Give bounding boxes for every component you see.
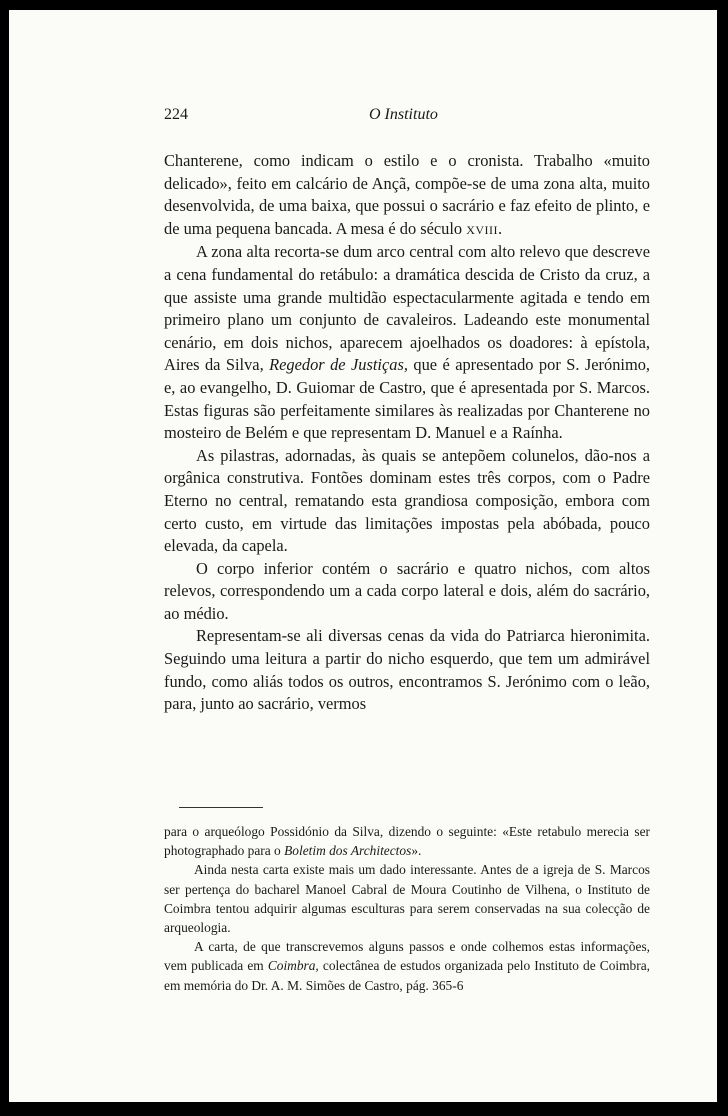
footnote-divider [179, 807, 263, 808]
paragraph-5: Representam-se ali diversas cenas da vida do Patriarca hieronimita. Seguindo uma leitura a partir do nicho esquerdo, que tem um admirável fundo, como aliás todos os outros, encontramos S. Jerónimo com o leão, para, junto ao sacrário, vermos [164, 626, 650, 714]
paragraph-2 [164, 241, 650, 444]
paragraph-1-text: Chanterene, como indicam o estilo e o cronista. Trabalho «muito delicado», feito em calcário de Ançã, compõe-se de uma zona alta, muito desenvolvida, de uma baixa, que possui o sacrário e faz efeito de plinto, e de uma pequena bancada. A mesa é do século [164, 151, 650, 238]
page-number: 224 [164, 106, 188, 123]
footnote-1-text-a: para o arqueólogo Possidónio da Silva, dizendo o seguinte: «Este retabulo merecia ser photographado para o [164, 824, 650, 859]
body-text [164, 150, 650, 716]
paragraph-1 [164, 150, 650, 241]
paragraph-1-end: . [498, 218, 503, 238]
footnote-1-text-b: ». [411, 843, 422, 859]
century-numeral: XVIII [466, 222, 499, 237]
paragraph-2-text-a: A zona alta recorta-se dum arco central com alto relevo que descreve a cena fundamental do retábulo: a dramática descida de Cristo da cruz, a que assiste uma grande multidão espectacularmente agitada e tendo em primeiro plano um conjunto de cavaleiros. Ladeando este monumental cenário, em dois nichos, aparecem ajoelhados os doadores: à epístola, Aires da Silva, [164, 242, 650, 375]
footnote-3-text-b: colectânea de estudos organizada pelo Instituto de Coimbra, em memória do Dr. A. M. Simões de Castro, pág. 365-6 [164, 958, 650, 993]
book-page [9, 10, 717, 1102]
footnotes [164, 822, 650, 995]
paragraph-2-text-b: que é apresentado por S. Jerónimo, e, ao evangelho, D. Guiomar de Castro, que é apresentada por S. Marcos. Estas figuras são perfeitamente similares às realizadas por Chanterene no mosteiro de Belém e que representam D. Manuel e a Raínha. [164, 355, 650, 443]
footnote-3 [164, 937, 650, 995]
paragraph-2-italic: Regedor de Justiças, [269, 355, 408, 375]
footnote-3-italic: Coimbra, [267, 958, 319, 974]
footnote-2: Ainda nesta carta existe mais um dado interessante. Antes de a igreja de S. Marcos ser pertença do bacharel Manoel Cabral de Moura Coutinho de Vilhena, o Instituto de Coimbra tentou adquirir algumas esculturas para serem conservadas na sua colecção de arqueologia. [164, 862, 650, 936]
paragraph-3: As pilastras, adornadas, às quais se antepõem colunelos, dão-nos a orgânica construtiva. Fontões dominam estes três corpos, com o Padre Eterno no central, rematando esta grandiosa composição, embora com certo custo, em virtude das limitações impostas pela abóbada, pouco elevada, da capela. [164, 445, 650, 556]
running-title: O Instituto [369, 106, 438, 123]
paragraph-4: O corpo inferior contém o sacrário e quatro nichos, com altos relevos, correspondendo um a cada corpo lateral e dois, além do sacrário, ao médio. [164, 558, 650, 623]
footnote-1-italic: Boletim dos Architectos [284, 843, 412, 859]
footnote-3-text-a: A carta, de que transcrevemos alguns passos e onde colhemos estas informações, vem publicada em [164, 939, 650, 974]
footnote-1 [164, 822, 650, 860]
